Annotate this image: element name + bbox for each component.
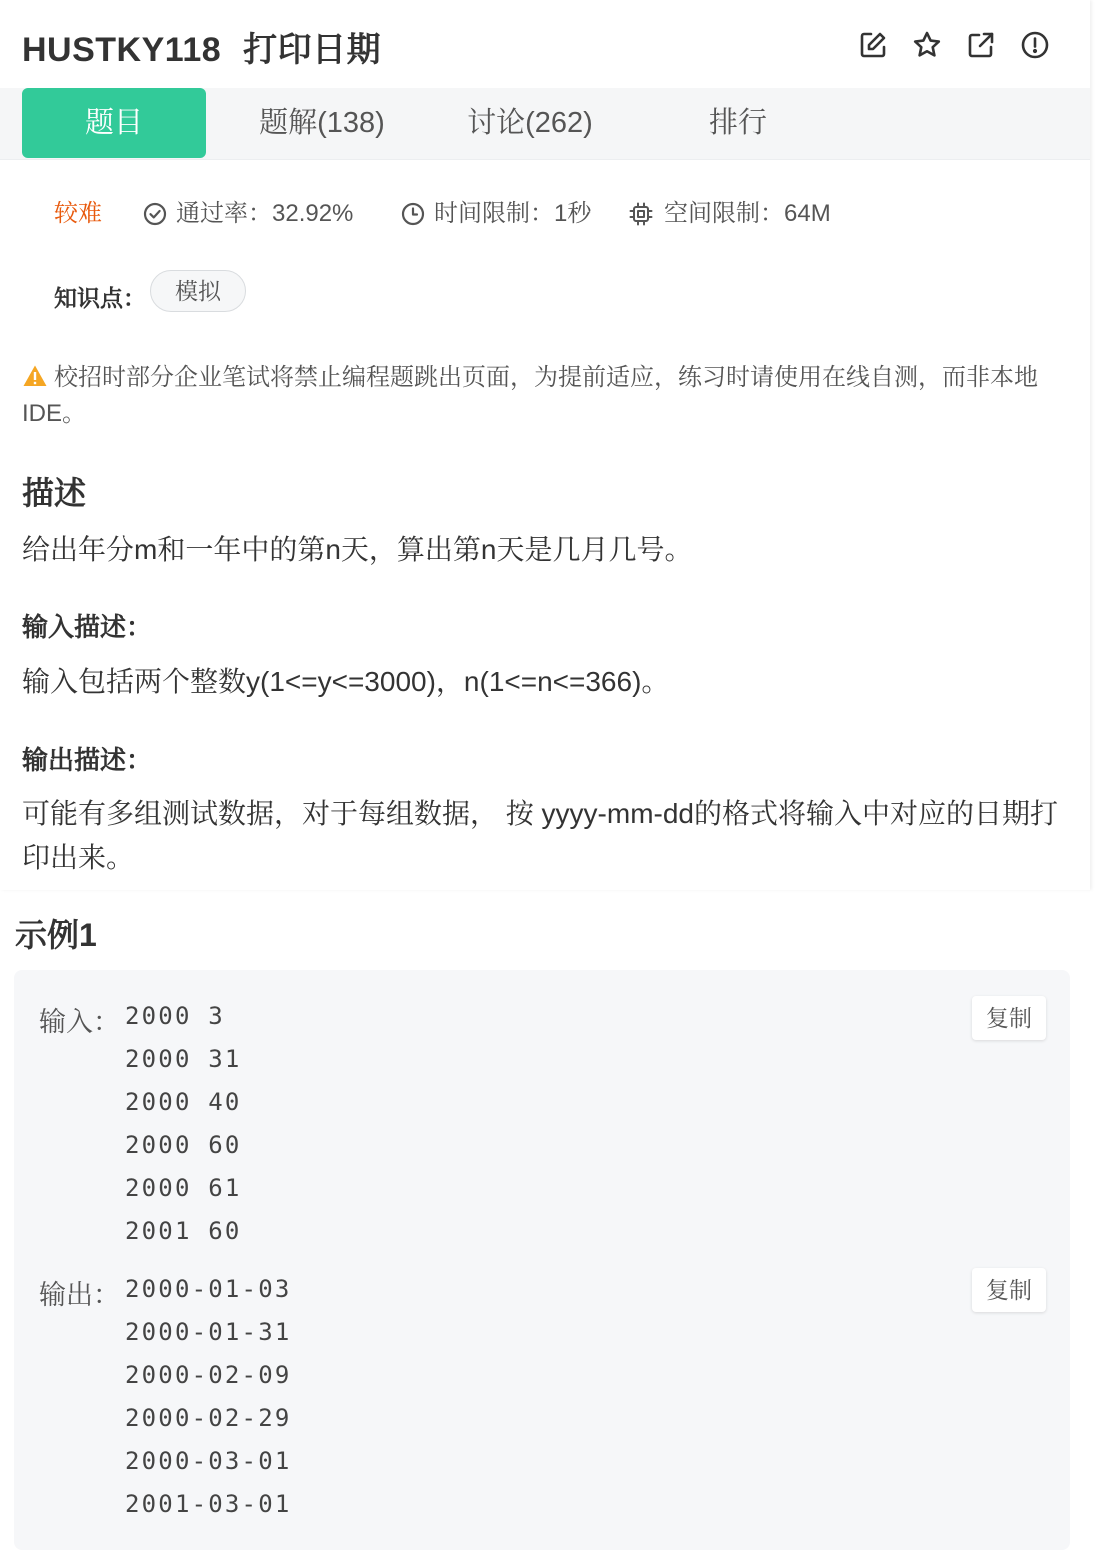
example-box bbox=[14, 970, 1070, 1550]
clock-icon bbox=[400, 201, 426, 227]
example-title: 示例1 bbox=[15, 917, 97, 953]
output-desc-heading: 输出描述： bbox=[22, 745, 153, 775]
problem-id: HUSTKY118 bbox=[22, 31, 222, 69]
time-limit-text: 时间限制：1秒 bbox=[434, 200, 592, 227]
input-desc-heading: 输入描述： bbox=[22, 612, 153, 642]
check-circle-icon bbox=[142, 201, 168, 227]
code-line: 2000 61 bbox=[125, 1174, 242, 1202]
code-line: 2000-03-01 bbox=[125, 1447, 292, 1475]
tab-problem[interactable]: 题目 bbox=[22, 88, 206, 158]
warning-text: 校招时部分企业笔试将禁止编程题跳出页面，为提前适应，练习时请使用在线自测，而非本地IDE。 bbox=[22, 364, 1038, 427]
problem-meta bbox=[0, 192, 1090, 236]
warning-icon bbox=[22, 363, 48, 389]
tab-solutions[interactable]: 题解(138) bbox=[259, 107, 385, 139]
warning-notice bbox=[22, 360, 1062, 432]
code-line: 2000-01-03 bbox=[125, 1275, 292, 1303]
copy-input-button[interactable]: 复制 bbox=[972, 996, 1046, 1040]
problem-title: 打印日期 bbox=[243, 31, 382, 69]
difficulty-badge: 较难 bbox=[54, 200, 102, 227]
knowledge-tag[interactable]: 模拟 bbox=[150, 270, 246, 312]
knowledge-label: 知识点： bbox=[54, 285, 146, 311]
description-text: 给出年分m和一年中的第n天，算出第n天是几月几号。 bbox=[22, 534, 693, 565]
pass-rate-text: 通过率：32.92% bbox=[176, 200, 354, 227]
code-line: 2000 60 bbox=[125, 1131, 242, 1159]
memory-limit-text: 空间限制：64M bbox=[664, 200, 831, 227]
code-line: 2000-02-29 bbox=[125, 1404, 292, 1432]
alert-circle-icon[interactable] bbox=[1020, 30, 1050, 60]
tab-bar bbox=[0, 88, 1090, 160]
code-line: 2000 3 bbox=[125, 1002, 225, 1030]
description-heading: 描述 bbox=[22, 475, 87, 511]
tab-ranking[interactable]: 排行 bbox=[708, 107, 767, 139]
code-line: 2000 40 bbox=[125, 1088, 242, 1116]
example-output-label: 输出： bbox=[39, 1280, 120, 1310]
example-input-code[interactable] bbox=[125, 995, 242, 1253]
problem-header bbox=[0, 0, 1090, 88]
code-line: 2001-03-01 bbox=[125, 1490, 292, 1518]
example-input-label: 输入： bbox=[39, 1007, 120, 1037]
star-icon[interactable] bbox=[912, 30, 942, 60]
external-link-icon[interactable] bbox=[966, 30, 996, 60]
code-line: 2000-01-31 bbox=[125, 1318, 292, 1346]
tab-discussion[interactable]: 讨论(262) bbox=[467, 107, 593, 139]
output-desc-text: 可能有多组测试数据，对于每组数据， 按 yyyy-mm-dd的格式将输入中对应的日期打印出来。 bbox=[22, 798, 1059, 873]
edit-icon[interactable] bbox=[858, 30, 888, 60]
code-line: 2000-02-09 bbox=[125, 1361, 292, 1389]
code-line: 2000 31 bbox=[125, 1045, 242, 1073]
example-output-code[interactable] bbox=[125, 1268, 292, 1526]
input-desc-text: 输入包括两个整数y(1<=y<=3000)，n(1<=n<=366)。 bbox=[22, 666, 670, 697]
chip-icon bbox=[628, 201, 654, 227]
copy-output-button[interactable]: 复制 bbox=[972, 1268, 1046, 1312]
page-title bbox=[22, 22, 381, 71]
code-line: 2001 60 bbox=[125, 1217, 242, 1245]
